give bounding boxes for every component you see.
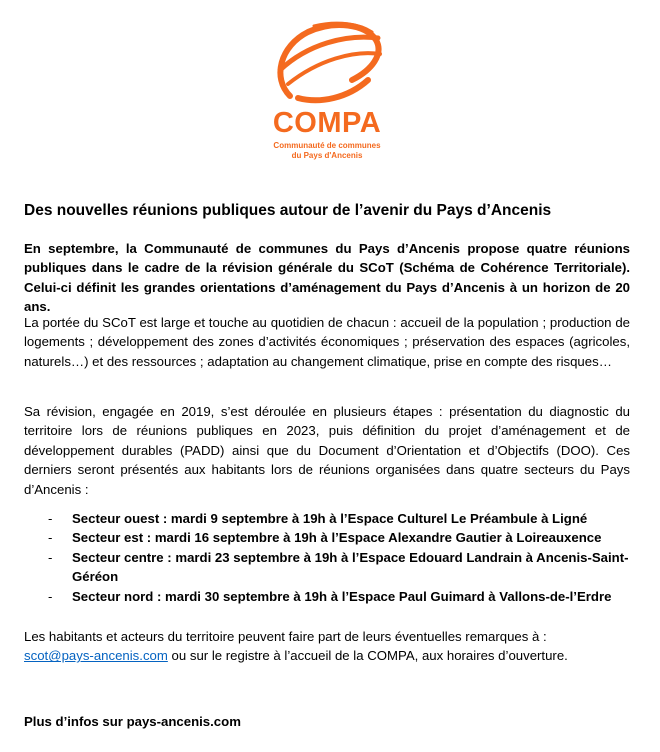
sector-east-text: Secteur est : mardi 16 septembre à 19h à l’Espace Alexandre Gautier à Loireauxence: [72, 530, 602, 546]
bullet-dash: -: [48, 530, 53, 546]
scope-paragraph: La portée du SCoT est large et touche au quotidien de chacun : accueil de la population ; production de logements ; développement des zones d’activités économiques ; préservation des espaces (agricoles, naturels…) et des ressources ; adaptation au changement climatique, prise en compte des risques…: [24, 315, 630, 369]
logo-wordmark: COMPA: [272, 107, 382, 139]
logo-subtitle-line-2: du Pays d'Ancenis: [291, 151, 363, 160]
logo-subtitle: [262, 141, 392, 161]
sector-centre-text: Secteur centre : mardi 23 septembre à 19h à l’Espace Edouard Landrain à Ancenis-Saint-Géréon: [72, 549, 629, 585]
sector-west-text: Secteur ouest : mardi 9 septembre à 19h à l’Espace Culturel Le Préambule à Ligné: [72, 511, 588, 526]
list-item-sector-north: [24, 587, 634, 606]
bullet-dash: -: [48, 549, 53, 565]
meeting-list: [24, 509, 634, 606]
remarks-line: [24, 646, 630, 665]
swirl-logo-icon: [268, 18, 386, 110]
sector-north-text: Secteur nord : mardi 30 septembre à 19h à l’Espace Paul Guimard à Vallons-de-l’Erdre: [72, 588, 612, 604]
remarks-paragraph: [24, 627, 630, 666]
bullet-dash: -: [48, 511, 53, 526]
revision-paragraph: Sa révision, engagée en 2019, s’est déroulée en plusieurs étapes : présentation du diagnostic du territoire lors de réunions publiques en 2023, puis définition du projet d’aménagement et de développement durables (PADD) ainsi que du Document d’Orientation et d’Objectifs (DOO). Ces derniers seront présentés aux habitants lors de réunions organisées dans quatre secteurs du Pays d’Ancenis :: [24, 404, 630, 497]
footer-more-info: Plus d’infos sur pays-ancenis.com: [24, 714, 241, 729]
bullet-dash: -: [48, 588, 53, 604]
remarks-intro: Les habitants et acteurs du territoire peuvent faire part de leurs éventuelles remarques à :: [24, 629, 547, 644]
intro-paragraph: En septembre, la Communauté de communes du Pays d’Ancenis propose quatre réunions publiques dans le cadre de la révision générale du SCoT (Schéma de Cohérence Territoriale). Celui-ci définit les grandes orientations d’aménagement du Pays d’Ancenis à un horizon de 20 ans.: [24, 241, 630, 315]
list-item-sector-centre: [24, 548, 634, 587]
email-link[interactable]: scot@pays-ancenis.com: [24, 648, 168, 664]
list-item-sector-west: [24, 509, 634, 528]
compa-logo: [262, 18, 392, 160]
article-title: Des nouvelles réunions publiques autour de l’avenir du Pays d’Ancenis: [24, 202, 552, 219]
logo-subtitle-line-1: Communauté de communes: [273, 141, 381, 150]
remarks-end: ou sur le registre à l’accueil de la COMPA, aux horaires d’ouverture.: [167, 648, 568, 664]
list-item-sector-east: [24, 528, 634, 547]
